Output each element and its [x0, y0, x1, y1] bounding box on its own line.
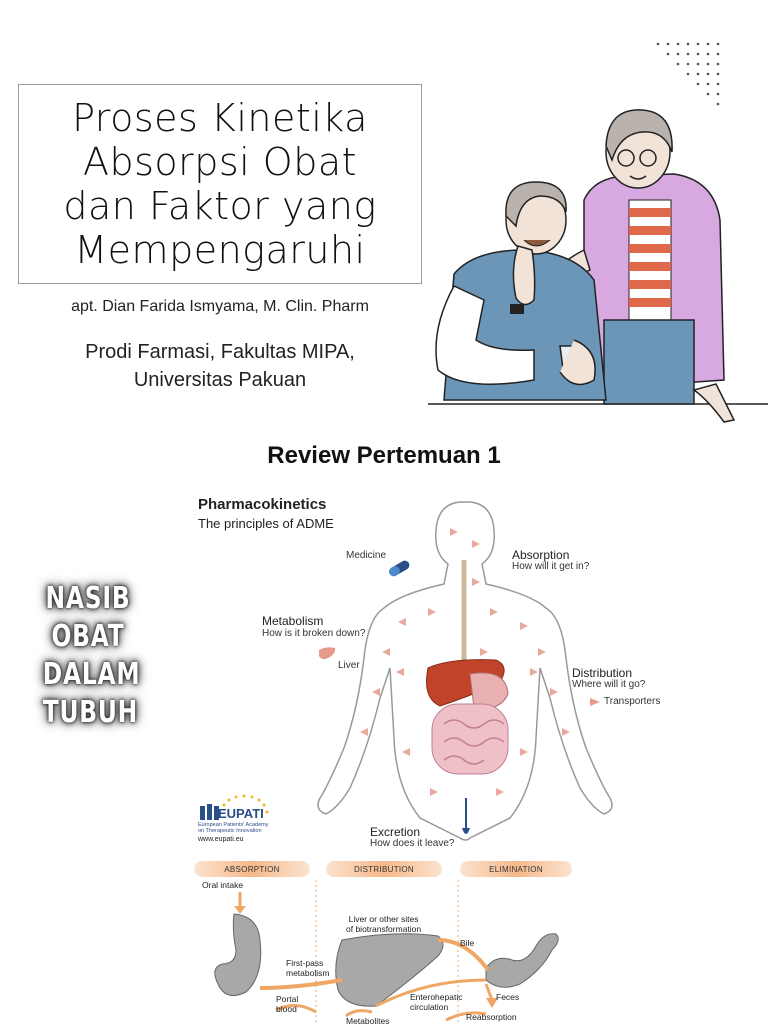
medicine-label: Medicine	[346, 550, 387, 561]
side-label-line-2: OBAT	[51, 619, 125, 654]
portal-blood-label	[276, 994, 298, 1014]
pk-title: Pharmacokinetics	[198, 496, 327, 513]
liver-sites-line-1: Liver or other sites	[348, 914, 419, 924]
affiliation-line-2: Universitas Pakuan	[133, 369, 307, 391]
affiliation-line-1: Prodi Farmasi, Fakultas MIPA,	[85, 341, 355, 363]
excretion-question: How does it leave?	[370, 838, 455, 849]
stage-absorption: ABSORPTION	[194, 861, 310, 877]
eupati-tagline	[198, 822, 268, 834]
enterohepatic-line-1: Enterohepatic	[410, 992, 463, 1002]
metabolites-label: Metabolites	[346, 1016, 390, 1026]
reabsorption-label: Reabsorption	[466, 1012, 517, 1022]
title-line-4: Mempengaruhi	[74, 228, 366, 272]
liver-sites-line-2: of biotransformation	[346, 924, 422, 934]
side-label-line-3: DALAM	[42, 657, 141, 692]
title-line-1: Proses Kinetika	[72, 96, 368, 140]
elderly-couple-illustration	[424, 100, 768, 435]
portal-blood-line-1: Portal	[276, 994, 299, 1004]
excretion-label: Excretion	[370, 825, 421, 839]
absorption-question: How will it get in?	[512, 561, 590, 572]
bile-label: Bile	[460, 938, 475, 948]
transporter-arrow-icon	[588, 696, 602, 708]
capsule-icon	[386, 558, 412, 578]
feces-label: Feces	[496, 992, 520, 1002]
eupati-url: www.eupati.eu	[198, 836, 244, 843]
process-diagram	[196, 880, 568, 1024]
liver-label: Liver	[338, 660, 360, 671]
transporters-label: Transporters	[604, 696, 661, 707]
section-title: Review Pertemuan 1	[267, 442, 501, 469]
first-pass-label	[286, 958, 329, 978]
title-line-3: dan Faktor yang	[63, 184, 377, 228]
stage-elimination: ELIMINATION	[460, 861, 572, 877]
first-pass-line-1: First-pass	[286, 958, 324, 968]
enterohepatic-line-2: circulation	[410, 1002, 449, 1012]
side-label-line-4: TUBUH	[42, 695, 139, 730]
metabolism-question: How is it broken down?	[262, 628, 366, 639]
author-name: apt. Dian Farida Ismyama, M. Clin. Pharm	[71, 298, 369, 315]
stage-distribution: DISTRIBUTION	[326, 861, 442, 877]
eupati-tagline-2: on Therapeutic Innovation	[198, 828, 262, 834]
oral-intake-label: Oral intake	[202, 880, 244, 890]
absorption-label: Absorption	[512, 548, 570, 562]
enterohepatic-label	[410, 992, 462, 1012]
portal-blood-line-2: blood	[276, 1004, 297, 1014]
liver-icon	[318, 646, 336, 662]
side-label	[30, 580, 146, 732]
metabolism-label: Metabolism	[262, 614, 324, 628]
distribution-question: Where will it go?	[572, 679, 646, 690]
first-pass-line-2: metabolism	[286, 968, 330, 978]
distribution-label: Distribution	[572, 666, 633, 680]
eupati-name: EUPATI	[218, 806, 264, 821]
side-label-line-1: NASIB	[45, 581, 131, 616]
affiliation	[18, 338, 422, 394]
eupati-tagline-1: European Patients' Academy	[198, 822, 269, 828]
liver-sites-label	[346, 914, 421, 934]
title-box	[18, 84, 422, 284]
title-line-2: Absorpsi Obat	[82, 140, 358, 184]
pk-subtitle: The principles of ADME	[198, 516, 334, 531]
